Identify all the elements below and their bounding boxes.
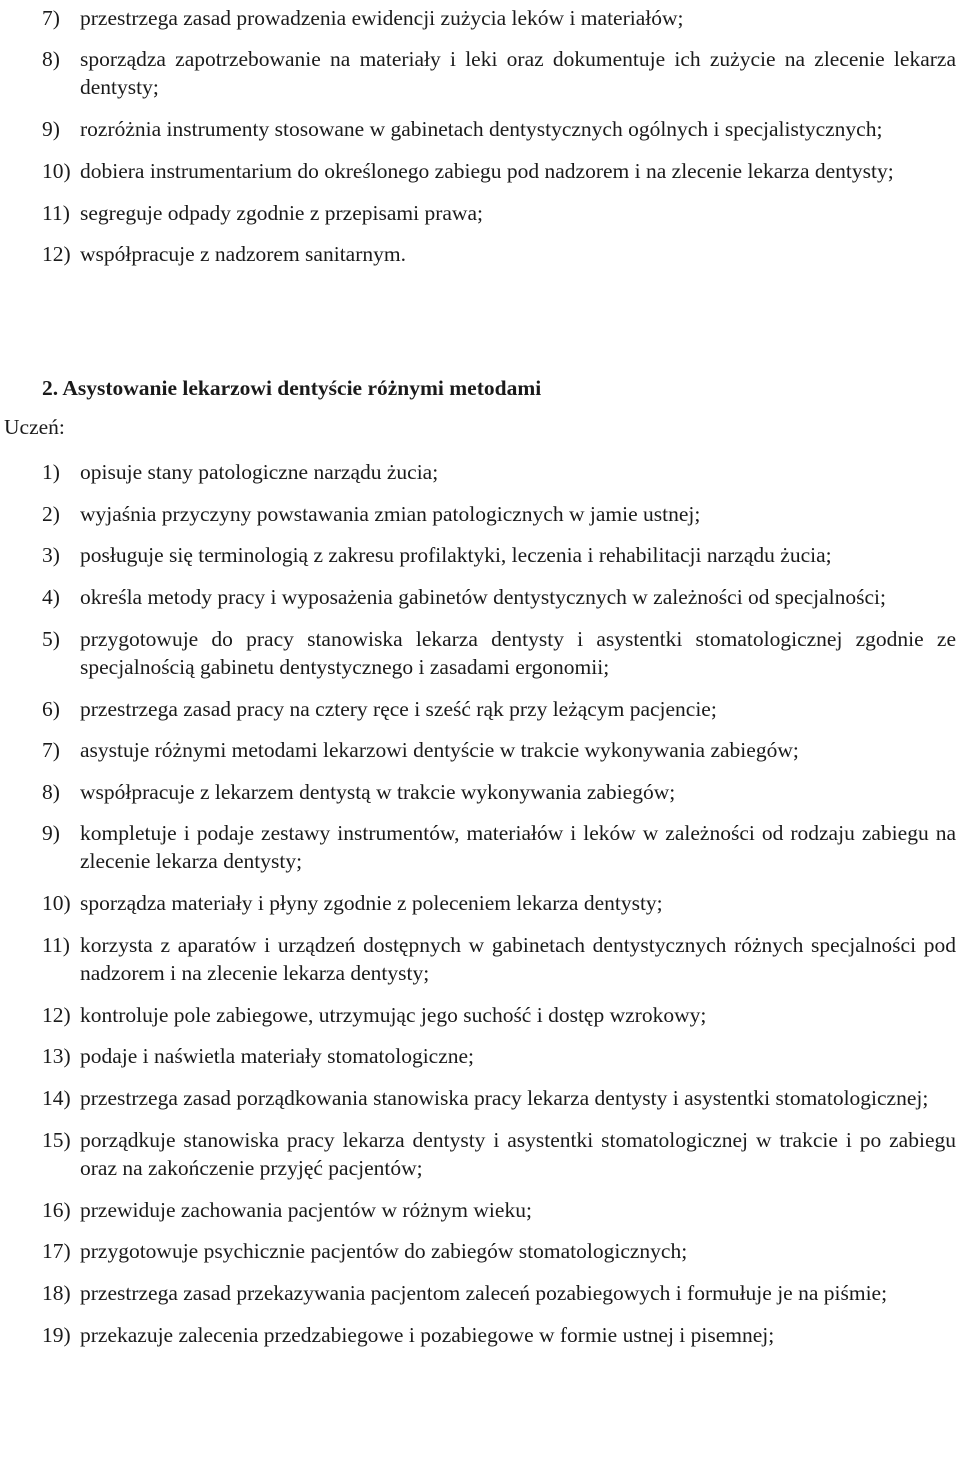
list-item-text: przestrzega zasad pracy na cztery ręce i sześć rąk przy leżącym pacjencie; [80, 697, 717, 721]
section-title: 2. Asystowanie lekarzowi dentyście różnymi metodami [42, 376, 542, 400]
list-item-text: podaje i naświetla materiały stomatologiczne; [80, 1044, 475, 1068]
list-item [0, 778, 956, 806]
list-item-number: 12) [42, 1003, 71, 1027]
list-item [0, 1321, 956, 1349]
list-item-number: 10) [42, 891, 71, 915]
list-item [0, 931, 956, 987]
list-item-text: kontroluje pole zabiegowe, utrzymując jego suchość i dostęp wzrokowy; [80, 1003, 707, 1027]
list-item [0, 240, 956, 268]
list-item-text: dobiera instrumentarium do określonego zabiegu pod nadzorem i na zlecenie lekarza dentysty; [80, 159, 894, 183]
list-item-number: 13) [42, 1044, 71, 1068]
list-item-number: 19) [42, 1323, 71, 1347]
list-item [0, 819, 956, 875]
list-item [0, 500, 956, 528]
list-item-number: 8) [42, 780, 60, 804]
list-item [0, 458, 956, 486]
list-item [0, 1084, 956, 1112]
list-item-number: 3) [42, 543, 60, 567]
list-item [0, 625, 956, 681]
list-item-text: określa metody pracy i wyposażenia gabinetów dentystycznych w zależności od specjalności; [80, 585, 886, 609]
list-item-number: 15) [42, 1128, 71, 1152]
list-item [0, 1126, 956, 1182]
list-item-text: korzysta z aparatów i urządzeń dostępnych w gabinetach dentystycznych różnych specjalności pod nadzorem i na zlecenie lekarza dentysty; [80, 933, 956, 985]
list-item-text: współpracuje z nadzorem sanitarnym. [80, 242, 406, 266]
list-item-number: 14) [42, 1086, 71, 1110]
list-item-number: 8) [42, 47, 60, 71]
main-list [0, 458, 956, 1349]
list-item [0, 45, 956, 101]
list-item-number: 7) [42, 738, 60, 762]
list-item [0, 157, 956, 185]
list-item-text: segreguje odpady zgodnie z przepisami prawa; [80, 201, 483, 225]
list-item-text: przekazuje zalecenia przedzabiegowe i pozabiegowe w formie ustnej i pisemnej; [80, 1323, 775, 1347]
list-item-text: przestrzega zasad prowadzenia ewidencji zużycia leków i materiałów; [80, 6, 684, 30]
list-item-number: 11) [42, 933, 70, 957]
list-item-number: 16) [42, 1198, 71, 1222]
list-item-number: 12) [42, 242, 71, 266]
top-list [0, 0, 956, 268]
list-item [0, 1196, 956, 1224]
list-item-text: przestrzega zasad przekazywania pacjentom zaleceń pozabiegowych i formułuje je na piśmie; [80, 1281, 888, 1305]
list-item-text: wyjaśnia przyczyny powstawania zmian patologicznych w jamie ustnej; [80, 502, 701, 526]
list-item-text: kompletuje i podaje zestawy instrumentów, materiałów i leków w zależności od rodzaju zabiegu na zlecenie lekarza dentysty; [80, 821, 956, 873]
list-item [0, 199, 956, 227]
list-item-number: 10) [42, 159, 71, 183]
list-item-number: 2) [42, 502, 60, 526]
list-item [0, 1001, 956, 1029]
list-item-number: 11) [42, 201, 70, 225]
list-item-number: 18) [42, 1281, 71, 1305]
list-item-text: opisuje stany patologiczne narządu żucia; [80, 460, 439, 484]
list-item-number: 1) [42, 460, 60, 484]
list-item-number: 6) [42, 697, 60, 721]
list-item-text: przygotowuje do pracy stanowiska lekarza dentysty i asystentki stomatologicznej zgodnie ze specjalnością gabinetu dentystycznego i zasadami ergonomii; [80, 627, 956, 679]
list-item-number: 9) [42, 821, 60, 845]
list-item [0, 583, 956, 611]
list-item-text: sporządza materiały i płyny zgodnie z poleceniem lekarza dentysty; [80, 891, 663, 915]
list-item [0, 736, 956, 764]
list-item-number: 17) [42, 1239, 71, 1263]
list-item-text: przygotowuje psychicznie pacjentów do zabiegów stomatologicznych; [80, 1239, 688, 1263]
list-item-text: współpracuje z lekarzem dentystą w trakcie wykonywania zabiegów; [80, 780, 676, 804]
list-item [0, 889, 956, 917]
list-item-number: 9) [42, 117, 60, 141]
list-item-number: 4) [42, 585, 60, 609]
list-item-text: asystuje różnymi metodami lekarzowi dentyście w trakcie wykonywania zabiegów; [80, 738, 799, 762]
list-item [0, 1237, 956, 1265]
list-item-text: sporządza zapotrzebowanie na materiały i leki oraz dokumentuje ich zużycie na zlecenie lekarza dentysty; [80, 47, 956, 99]
list-item [0, 541, 956, 569]
student-label: Uczeń: [4, 415, 65, 439]
list-item [0, 1042, 956, 1070]
list-item-text: przewiduje zachowania pacjentów w różnym wieku; [80, 1198, 532, 1222]
list-item-number: 5) [42, 627, 60, 651]
list-item-number: 7) [42, 6, 60, 30]
list-item-text: porządkuje stanowiska pracy lekarza dentysty i asystentki stomatologicznej w trakcie i po zabiegu oraz na zakończenie przyjęć pacjentów; [80, 1128, 956, 1180]
list-item-text: przestrzega zasad porządkowania stanowiska pracy lekarza dentysty i asystentki stomatologicznej; [80, 1086, 929, 1110]
list-item [0, 695, 956, 723]
list-item [0, 1279, 956, 1307]
list-item-text: posługuje się terminologią z zakresu profilaktyki, leczenia i rehabilitacji narządu żucia; [80, 543, 832, 567]
list-item-text: rozróżnia instrumenty stosowane w gabinetach dentystycznych ogólnych i specjalistycznych; [80, 117, 883, 141]
list-item [0, 115, 956, 143]
list-item [0, 4, 956, 32]
